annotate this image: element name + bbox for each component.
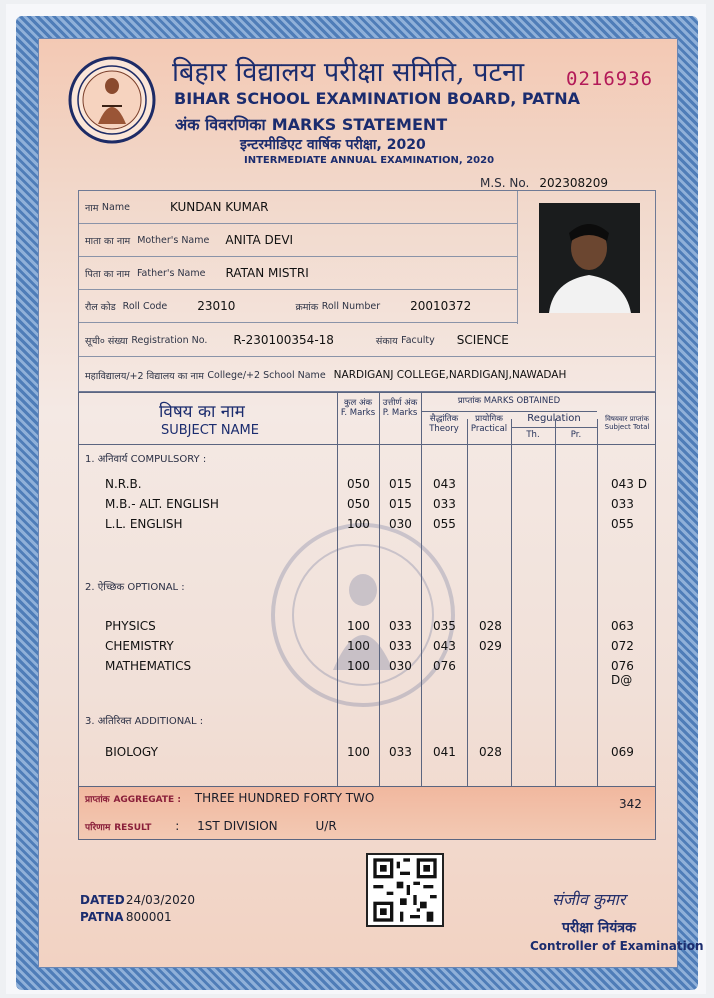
college-row — [79, 357, 655, 393]
subject-name: M.B.- ALT. ENGLISH — [105, 497, 219, 511]
controller-title: Controller of Examination — [530, 939, 704, 953]
aggregate-label-hindi: प्राप्तांक — [85, 795, 110, 805]
full-marks-header-english: F. Marks — [340, 407, 376, 418]
practical-header-hindi: प्रायोगिक — [475, 414, 503, 424]
student-info-box — [78, 190, 656, 392]
father-label: Father's Name — [136, 267, 206, 279]
subject-theory-marks: 055 — [433, 517, 456, 531]
result-category: U/R — [315, 819, 337, 833]
regulation-header: Regulation — [527, 413, 581, 424]
board-title-hindi: बिहार विद्यालय परीक्षा समिति, पटना — [172, 57, 525, 88]
subject-name: N.R.B. — [105, 477, 142, 491]
place-row — [80, 910, 195, 924]
subject-practical-marks: 029 — [479, 639, 502, 653]
ms-number — [480, 176, 608, 190]
dated-label: DATED — [80, 893, 125, 907]
subject-total-marks: 076 D@ — [611, 659, 634, 687]
roll-number-label: Roll Number — [321, 300, 381, 312]
subject-header: SUBJECT NAME — [161, 423, 259, 438]
aggregate-words: THREE HUNDRED FORTY TWO — [194, 791, 375, 805]
subject-pass-marks: 033 — [389, 619, 412, 633]
student-photo — [539, 203, 640, 313]
subject-full-marks: 050 — [347, 477, 370, 491]
section-additional: 3. अतिरिक्त ADDITIONAL : — [85, 716, 204, 727]
subject-practical-marks: 028 — [479, 619, 502, 633]
theory-header — [421, 415, 467, 435]
subject-theory-marks: 076 — [433, 659, 456, 673]
aggregate-row — [85, 791, 374, 805]
result-row — [85, 819, 337, 833]
ms-number-label: M.S. No. — [480, 176, 530, 190]
registration-row — [79, 324, 655, 357]
subject-name: CHEMISTRY — [105, 639, 174, 653]
subject-full-marks: 100 — [347, 619, 370, 633]
subject-full-marks: 100 — [347, 517, 370, 531]
college-label: College/+2 School Name — [207, 369, 326, 381]
subject-full-marks: 050 — [347, 497, 370, 511]
result-label-hindi: परिणाम — [85, 823, 111, 833]
marks-table — [78, 392, 656, 840]
photo-frame — [517, 191, 657, 324]
subject-name: BIOLOGY — [105, 745, 158, 759]
full-marks-header — [337, 399, 379, 419]
practical-header — [467, 415, 511, 435]
subject-total-header-english: Subject Total — [604, 423, 650, 432]
regulation-th-header: Th. — [526, 430, 540, 440]
subject-full-marks: 100 — [347, 659, 370, 673]
result-division: 1ST DIVISION — [197, 819, 278, 833]
subject-pass-marks: 033 — [389, 745, 412, 759]
subject-total-marks: 069 — [611, 745, 634, 759]
aggregate-label: AGGREGATE : — [113, 795, 181, 805]
full-marks-header-hindi: कुल अंक — [343, 398, 372, 408]
roll-number-label-hindi: क्रमांक — [295, 301, 319, 313]
mother-name: ANITA DEVI — [225, 233, 294, 247]
subject-name: L.L. ENGLISH — [105, 517, 183, 531]
subject-name: PHYSICS — [105, 619, 156, 633]
subject-theory-marks: 033 — [433, 497, 456, 511]
father-row — [79, 257, 517, 290]
subject-full-marks: 100 — [347, 745, 370, 759]
statement-title — [175, 113, 453, 135]
qr-code — [366, 853, 444, 927]
theory-header-english: Theory — [429, 423, 459, 434]
result-box — [78, 786, 656, 840]
pass-marks-header-english: P. Marks — [382, 407, 418, 418]
subject-pass-marks: 015 — [389, 477, 412, 491]
dated-row — [80, 893, 195, 907]
mother-row — [79, 224, 517, 257]
roll-code-label: Roll Code — [122, 300, 168, 312]
pass-marks-header-hindi: उत्तीर्ण अंक — [382, 398, 418, 408]
regulation-pr-header: Pr. — [570, 430, 582, 440]
board-emblem-logo — [68, 56, 156, 144]
registration-number: R-230100354-18 — [233, 333, 334, 347]
marks-table-header — [79, 393, 655, 445]
father-label-hindi: पिता का नाम — [85, 268, 130, 280]
exam-title-english: INTERMEDIATE ANNUAL EXAMINATION, 2020 — [244, 155, 495, 166]
subject-header-hindi: विषय का नाम — [159, 402, 245, 422]
subject-total-marks: 055 — [611, 517, 634, 531]
place-label: PATNA — [80, 910, 124, 924]
mother-label: Mother's Name — [137, 234, 210, 246]
subject-theory-marks: 035 — [433, 619, 456, 633]
theory-header-hindi: सैद्धांतिक — [429, 414, 459, 424]
name-row — [79, 191, 517, 224]
subject-total-marks: 043 D — [611, 477, 647, 491]
subject-practical-marks: 028 — [479, 745, 502, 759]
roll-number: 20010372 — [410, 299, 472, 313]
place-code: 800001 — [125, 910, 172, 924]
ms-number-value: 202308209 — [539, 176, 609, 190]
subject-pass-marks: 015 — [389, 497, 412, 511]
aggregate-value: 342 — [619, 797, 642, 811]
registration-label-hindi: सूची० संख्या — [85, 335, 128, 347]
pass-marks-header — [379, 399, 421, 419]
subject-total-header — [597, 415, 657, 431]
subject-total-marks: 033 — [611, 497, 634, 511]
subject-pass-marks: 030 — [389, 517, 412, 531]
faculty: SCIENCE — [456, 333, 509, 347]
result-colon: : — [175, 819, 180, 833]
mother-label-hindi: माता का नाम — [85, 235, 131, 247]
issue-date: 24/03/2020 — [125, 893, 195, 907]
subject-name: MATHEMATICS — [105, 659, 192, 673]
subject-pass-marks: 033 — [389, 639, 412, 653]
college-name: NARDIGANJ COLLEGE,NARDIGANJ,NAWADAH — [333, 369, 567, 381]
result-label: RESULT — [114, 823, 152, 833]
exam-title-hindi: इन्टरमीडिएट वार्षिक परीक्षा, 2020 — [240, 137, 426, 153]
student-name: KUNDAN KUMAR — [169, 200, 269, 214]
roll-code-label-hindi: रौल कोड — [85, 301, 116, 313]
name-label-hindi: नाम — [85, 202, 99, 214]
college-label-hindi: महाविद्यालय/+2 विद्यालय का नाम — [85, 370, 204, 382]
subject-pass-marks: 030 — [389, 659, 412, 673]
statement-title-hindi: अंक विवरणिका — [175, 115, 266, 134]
section-compulsory: 1. अनिवार्य COMPULSORY : — [85, 454, 207, 465]
serial-number: 0216936 — [566, 68, 654, 90]
subject-theory-marks: 043 — [433, 477, 456, 491]
statement-title-english: MARKS STATEMENT — [271, 115, 448, 134]
marks-obtained-header-english: MARKS OBTAINED — [483, 396, 561, 406]
issue-date-block — [80, 893, 195, 924]
board-title-english: BIHAR SCHOOL EXAMINATION BOARD, PATNA — [174, 89, 581, 108]
roll-row — [79, 290, 517, 323]
subject-theory-marks: 043 — [433, 639, 456, 653]
registration-label: Registration No. — [131, 334, 208, 346]
section-optional: 2. ऐच्छिक OPTIONAL : — [85, 582, 185, 593]
faculty-label-hindi: संकाय — [375, 335, 398, 347]
subject-full-marks: 100 — [347, 639, 370, 653]
name-label: Name — [101, 201, 130, 213]
controller-signature: संजीव कुमार — [552, 890, 626, 909]
marks-obtained-header — [421, 397, 597, 407]
marks-obtained-header-hindi: प्राप्तांक — [457, 396, 482, 406]
practical-header-english: Practical — [470, 423, 508, 434]
roll-code: 23010 — [197, 299, 236, 313]
subject-total-marks: 063 — [611, 619, 634, 633]
subject-theory-marks: 041 — [433, 745, 456, 759]
controller-title-hindi: परीक्षा नियंत्रक — [562, 920, 636, 936]
father-name: RATAN MISTRI — [225, 266, 309, 280]
faculty-label: Faculty — [401, 334, 435, 346]
subject-total-marks: 072 — [611, 639, 634, 653]
subject-total-header-hindi: विषयवार प्राप्तांक — [605, 415, 649, 423]
